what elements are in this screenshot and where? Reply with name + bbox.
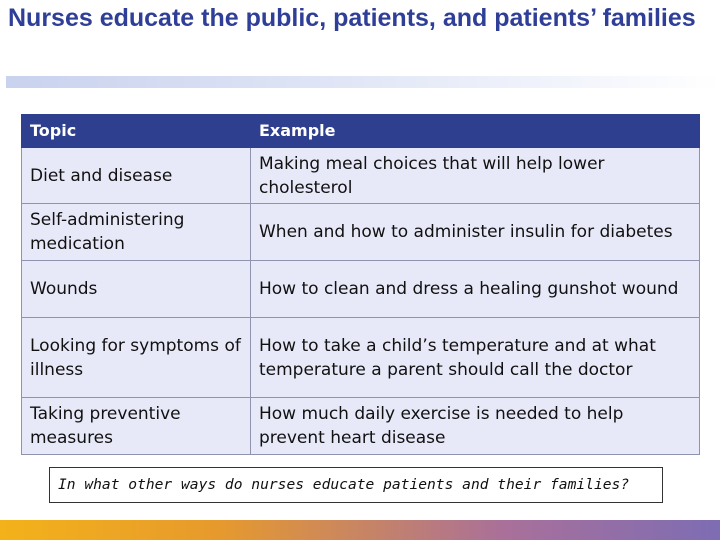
- topic-cell: Looking for symptoms of illness: [22, 318, 251, 398]
- title-divider: [6, 76, 720, 88]
- discussion-question: In what other ways do nurses educate patients and their families?: [49, 467, 663, 503]
- header-example: Example: [251, 115, 700, 148]
- topic-cell: Wounds: [22, 261, 251, 318]
- example-cell: How much daily exercise is needed to help prevent heart disease: [251, 398, 700, 455]
- topic-cell: Taking preventive measures: [22, 398, 251, 455]
- table-header-row: [22, 115, 700, 148]
- table-row: [22, 261, 700, 318]
- slide-title: Nurses educate the public, patients, and patients’ families: [8, 4, 696, 32]
- topic-cell: Diet and disease: [22, 148, 251, 204]
- table-row: [22, 398, 700, 455]
- topic-cell: Self-administering medication: [22, 204, 251, 261]
- table-row: [22, 148, 700, 204]
- table-row: [22, 318, 700, 398]
- topics-table: [21, 114, 700, 455]
- example-cell: How to take a child’s temperature and at what temperature a parent should call the doctor: [251, 318, 700, 398]
- example-cell: How to clean and dress a healing gunshot wound: [251, 261, 700, 318]
- example-cell: When and how to administer insulin for diabetes: [251, 204, 700, 261]
- header-topic: Topic: [22, 115, 251, 148]
- table-row: [22, 204, 700, 261]
- footer-bar: [0, 520, 720, 540]
- example-cell: Making meal choices that will help lower cholesterol: [251, 148, 700, 204]
